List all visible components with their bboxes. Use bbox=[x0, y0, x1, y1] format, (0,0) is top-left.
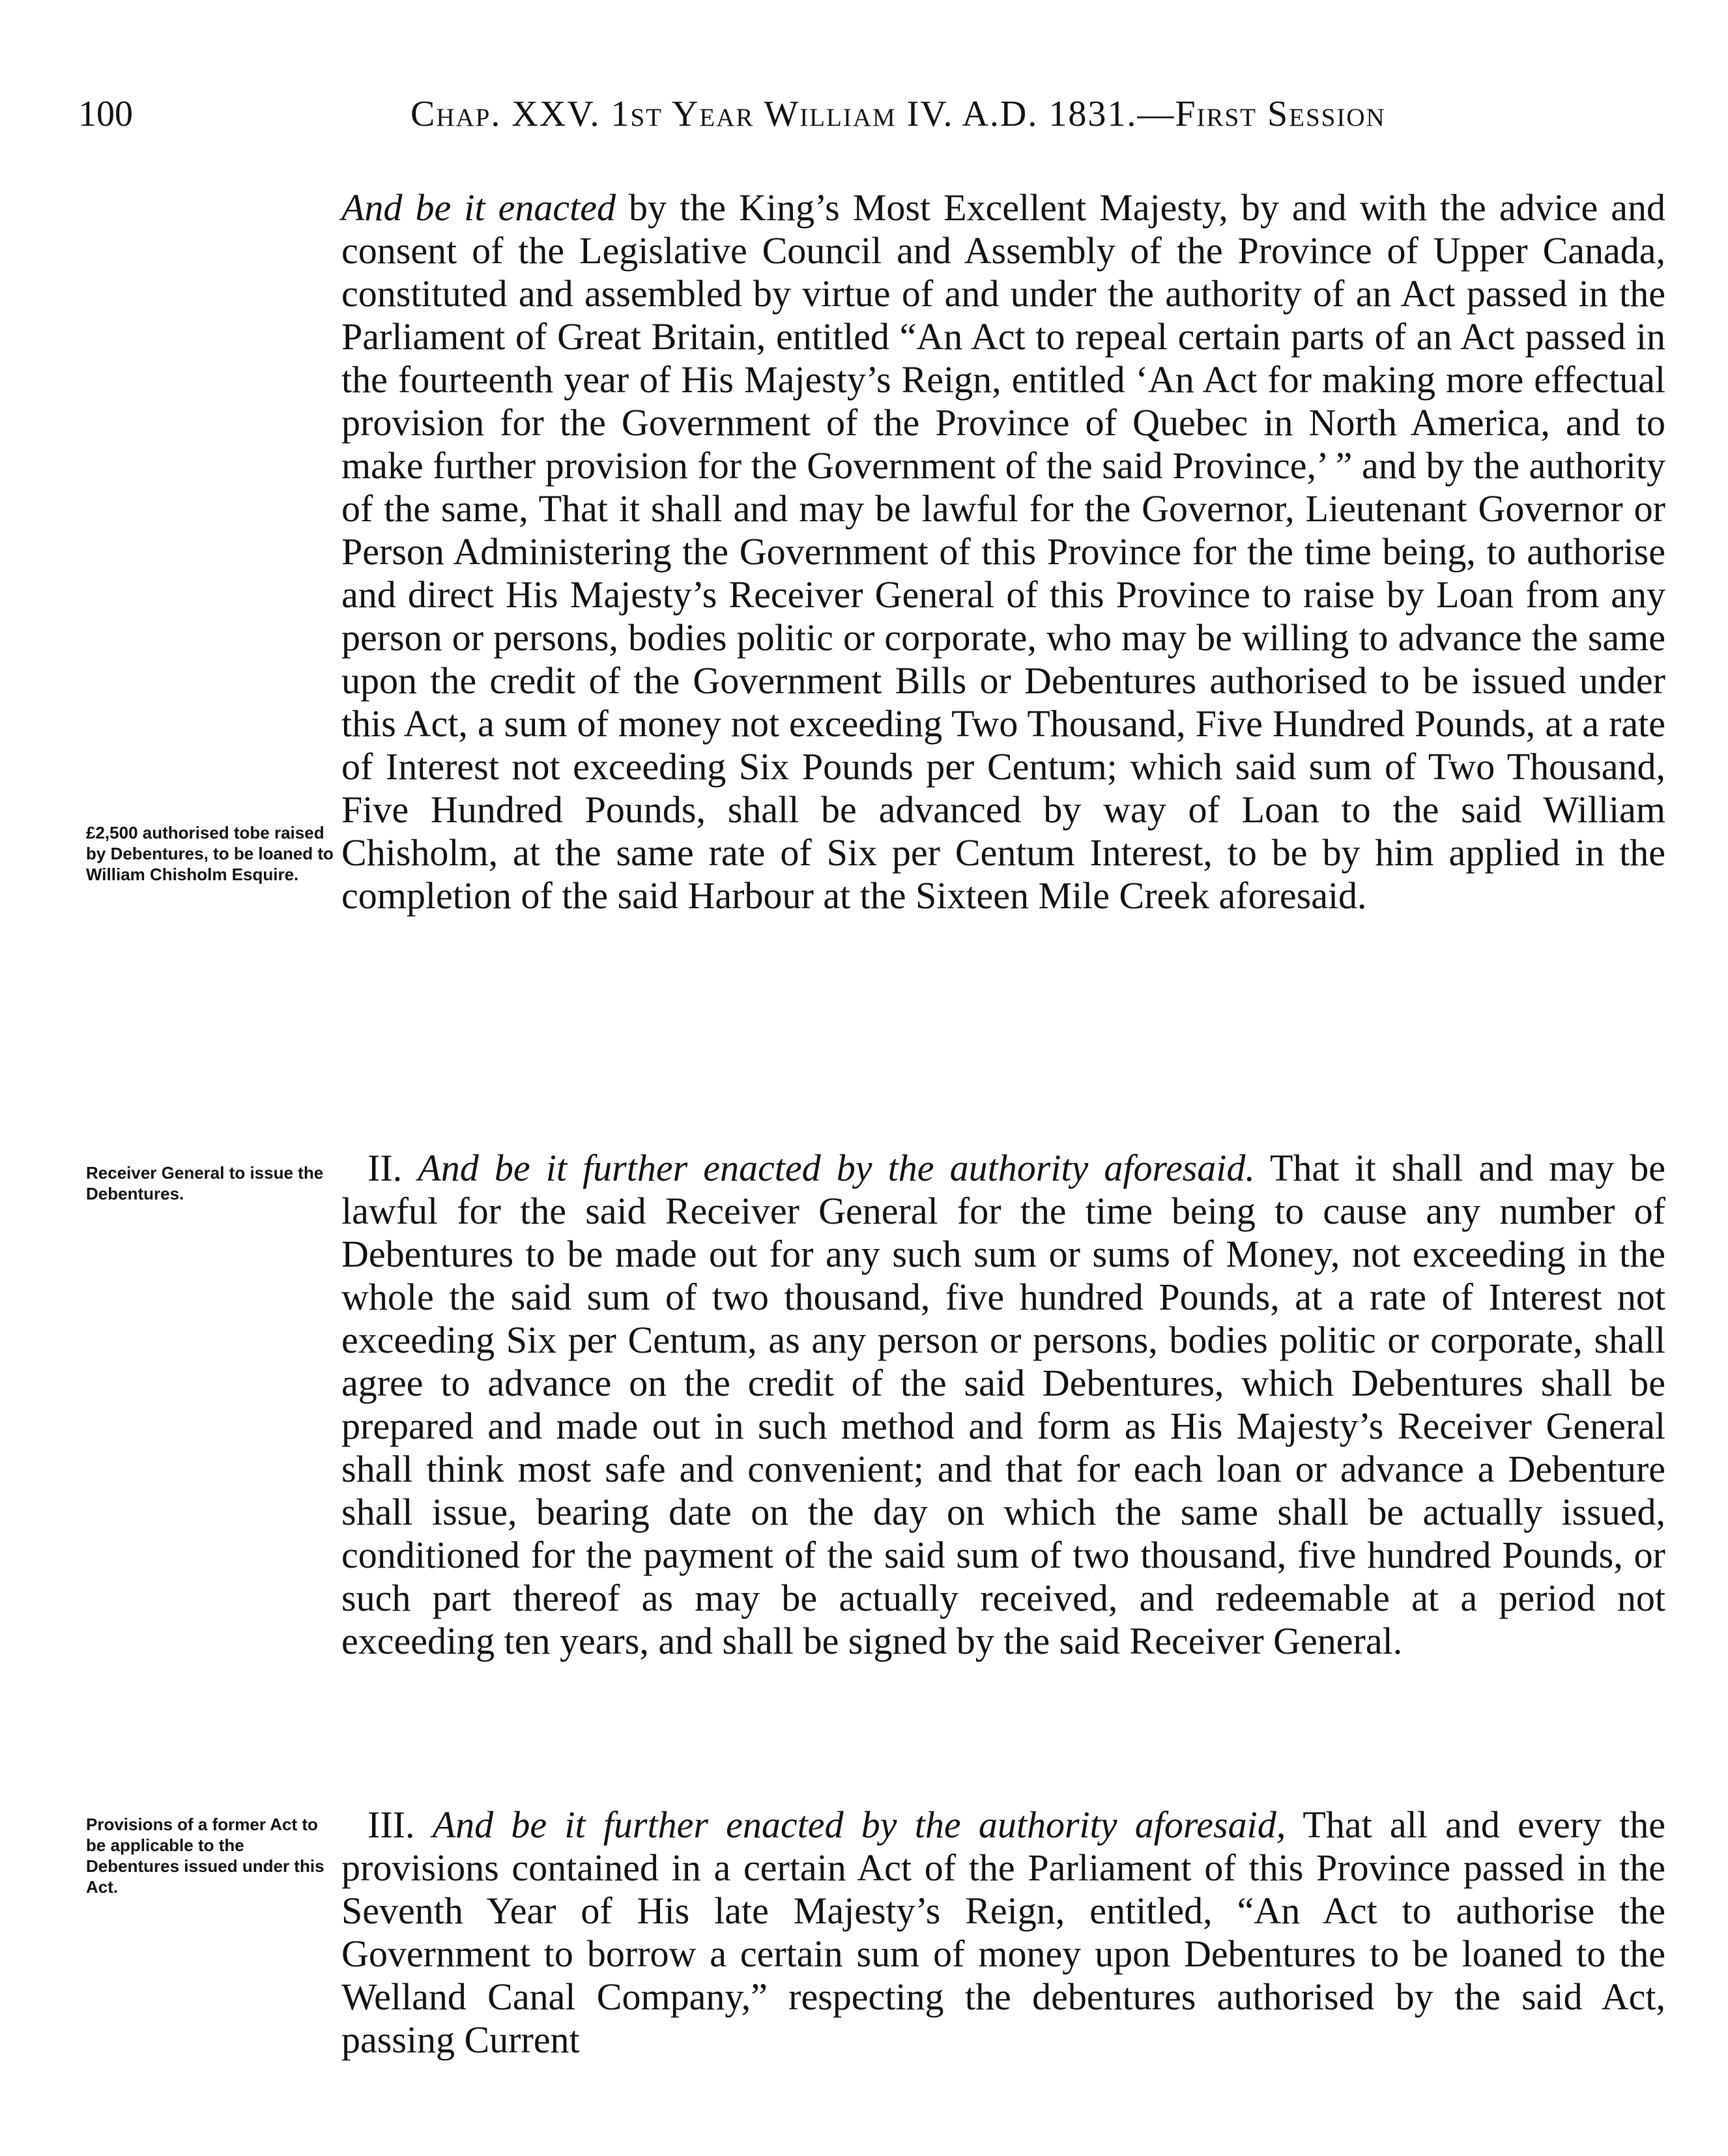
enacting-clause bbox=[341, 186, 1665, 917]
section-text: by the King’s Most Excellent Majesty, by and with the advice and consent of the Legislative Council and Assembly of the Province of Upper Canada, constituted and assembled by virtue of and under the authority of an Act passed in the Parliament of Great Britain, entitled “An Act to repeal certain parts of an Act passed in the fourteenth year of His Majesty’s Reign, entitled ‘An Act for making more effectual provision for the Government of the Province of Quebec in North America, and to make further provision for the Government of the said Province,’ ” and by the authority of the same, That it shall and may be lawful for the Governor, Lieutenant Governor or Person Administering the Government of this Province for the time being, to authorise and direct His Majesty’s Receiver General of this Province to raise by Loan from any person or persons, bodies politic or corporate, who may be willing to advance the same upon the credit of the Government Bills or Debentures authorised to be issued under this Act, a sum of money not exceeding Two Thousand, Five Hundred Pounds, at a rate of Interest not exceeding Six Pounds per Centum; which said sum of Two Thousand, Five Hundred Pounds, shall be advanced by way of Loan to the said William Chisholm, at the same rate of Six per Centum Interest, to be by him applied in the completion of the said Harbour at the Sixteen Mile Creek aforesaid. bbox=[341, 186, 1665, 917]
section-lead: And be it enacted bbox=[341, 186, 616, 229]
margin-note-receiver-general: Receiver General to issue the Debentures. bbox=[86, 1163, 324, 1203]
margin-note-provisions: Provisions of a former Act to be applicable to the Debentures issued under this Act. bbox=[86, 1815, 324, 1897]
section-text: That all and every the provisions contained in a certain Act of the Parliament of this Province passed in the Seventh Year of His late Majesty’s Reign, entitled, “An Act to authorise the Government to borrow a certain sum of money upon Debentures to be loaned to the Welland Canal Company,” respecting the debentures authorised by the said Act, passing Current bbox=[341, 1804, 1666, 2061]
section-paragraph bbox=[341, 1147, 1665, 1663]
section-iii bbox=[341, 1804, 1665, 2062]
section-number: II. bbox=[367, 1147, 403, 1189]
section-paragraph bbox=[341, 186, 1665, 917]
section-lead: And be it further enacted by the authority aforesaid, bbox=[432, 1804, 1286, 1846]
page-number: 100 bbox=[78, 94, 133, 134]
running-head: Chap. XXV. 1st Year William IV. A.D. 1831.—First Session bbox=[410, 94, 1386, 134]
section-number: III. bbox=[367, 1804, 415, 1846]
margin-note-loan: £2,500 authorised tobe raised by Debentures, to be loaned to William Chisholm Esquire. bbox=[86, 823, 334, 884]
section-lead: And be it further enacted by the authority aforesaid. bbox=[418, 1147, 1255, 1189]
section-paragraph bbox=[341, 1804, 1665, 2062]
section-ii bbox=[341, 1147, 1665, 1663]
section-text: That it shall and may be lawful for the said Receiver General for the time being to cause any number of Debentures to be made out for any such sum or sums of Money, not exceeding in the whole the said sum of two thousand, five hundred Pounds, at a rate of Interest not exceeding Six per Centum, as any person or persons, bodies politic or corporate, shall agree to advance on the credit of the said Debentures, which Debentures shall be prepared and made out in such method and form as His Majesty’s Receiver General shall think most safe and convenient; and that for each loan or advance a Debenture shall issue, bearing date on the day on which the same shall be actually issued, conditioned for the payment of the said sum of two thousand, five hundred Pounds, or such part thereof as may be actually received, and redeemable at a period not exceeding ten years, and shall be signed by the said Receiver General. bbox=[341, 1147, 1666, 1662]
